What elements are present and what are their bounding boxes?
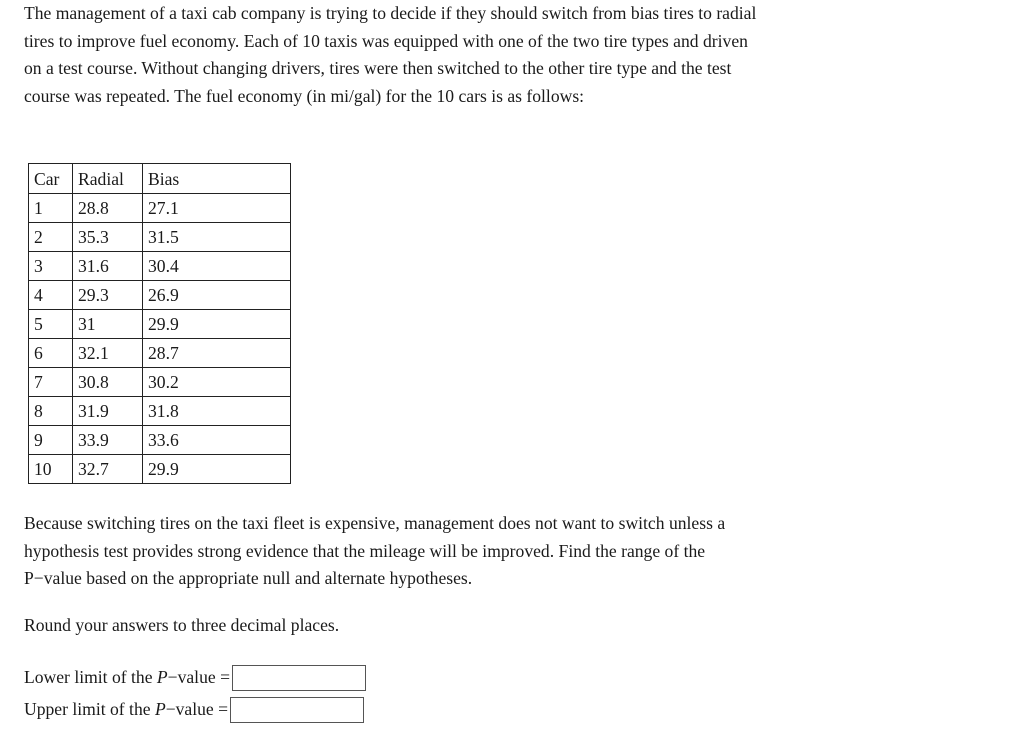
cell-radial: 33.9 — [73, 426, 143, 455]
table-row — [29, 368, 291, 397]
cell-bias: 26.9 — [143, 281, 291, 310]
table-row — [29, 223, 291, 252]
lower-limit-label-prefix: Lower limit of the — [24, 667, 157, 687]
cell-radial: 31.6 — [73, 252, 143, 281]
problem-intro: The management of a taxi cab company is trying to decide if they should switch from bias tires to radial tires to improve fuel economy. Each of 10 taxis was equipped with one of the two tire types and driven on a test course. Without changing drivers, tires were then switched to the other tire type and the test course was repeated. The fuel economy (in mi/gal) for the 10 cars is as follows: — [24, 3, 757, 106]
cell-car: 6 — [29, 339, 73, 368]
table-row — [29, 455, 291, 484]
upper-limit-label-prefix: Upper limit of the — [24, 699, 155, 719]
upper-limit-label-suffix: −value = — [165, 699, 229, 719]
p-symbol: P — [156, 667, 168, 687]
table-row — [29, 194, 291, 223]
table-header-row — [29, 164, 291, 194]
upper-limit-input[interactable] — [230, 697, 364, 723]
lower-limit-input[interactable] — [232, 665, 366, 691]
cell-car: 10 — [29, 455, 73, 484]
cell-radial: 30.8 — [73, 368, 143, 397]
cell-bias: 29.9 — [143, 455, 291, 484]
table-row — [29, 397, 291, 426]
cell-car: 5 — [29, 310, 73, 339]
cell-radial: 28.8 — [73, 194, 143, 223]
cell-car: 3 — [29, 252, 73, 281]
header-bias: Bias — [143, 164, 291, 194]
cell-car: 1 — [29, 194, 73, 223]
lower-limit-label-suffix: −value = — [167, 667, 230, 687]
cell-bias: 27.1 — [143, 194, 291, 223]
cell-radial: 32.7 — [73, 455, 143, 484]
cell-car: 9 — [29, 426, 73, 455]
cell-car: 8 — [29, 397, 73, 426]
cell-radial: 29.3 — [73, 281, 143, 310]
table-row — [29, 426, 291, 455]
cell-bias: 31.5 — [143, 223, 291, 252]
cell-car: 4 — [29, 281, 73, 310]
header-car: Car — [29, 164, 73, 194]
cell-car: 7 — [29, 368, 73, 397]
cell-radial: 31 — [73, 310, 143, 339]
table-row — [29, 281, 291, 310]
upper-limit-row — [24, 696, 364, 723]
header-radial: Radial — [73, 164, 143, 194]
table-row — [29, 339, 291, 368]
cell-bias: 33.6 — [143, 426, 291, 455]
lower-limit-row — [24, 664, 366, 691]
p-symbol: P — [154, 699, 166, 719]
rounding-instruction: Round your answers to three decimal places. — [24, 615, 340, 635]
cell-radial: 31.9 — [73, 397, 143, 426]
cell-radial: 32.1 — [73, 339, 143, 368]
problem-explanation: Because switching tires on the taxi fleet is expensive, management does not want to switch unless a hypothesis test provides strong evidence that the mileage will be improved. Find the range of the P−value based on the appropriate null and alternate hypotheses. — [24, 513, 726, 589]
cell-bias: 28.7 — [143, 339, 291, 368]
cell-bias: 30.4 — [143, 252, 291, 281]
table-row — [29, 310, 291, 339]
table-row — [29, 252, 291, 281]
cell-radial: 35.3 — [73, 223, 143, 252]
cell-bias: 31.8 — [143, 397, 291, 426]
cell-bias: 30.2 — [143, 368, 291, 397]
fuel-economy-table — [28, 163, 291, 484]
cell-car: 2 — [29, 223, 73, 252]
cell-bias: 29.9 — [143, 310, 291, 339]
